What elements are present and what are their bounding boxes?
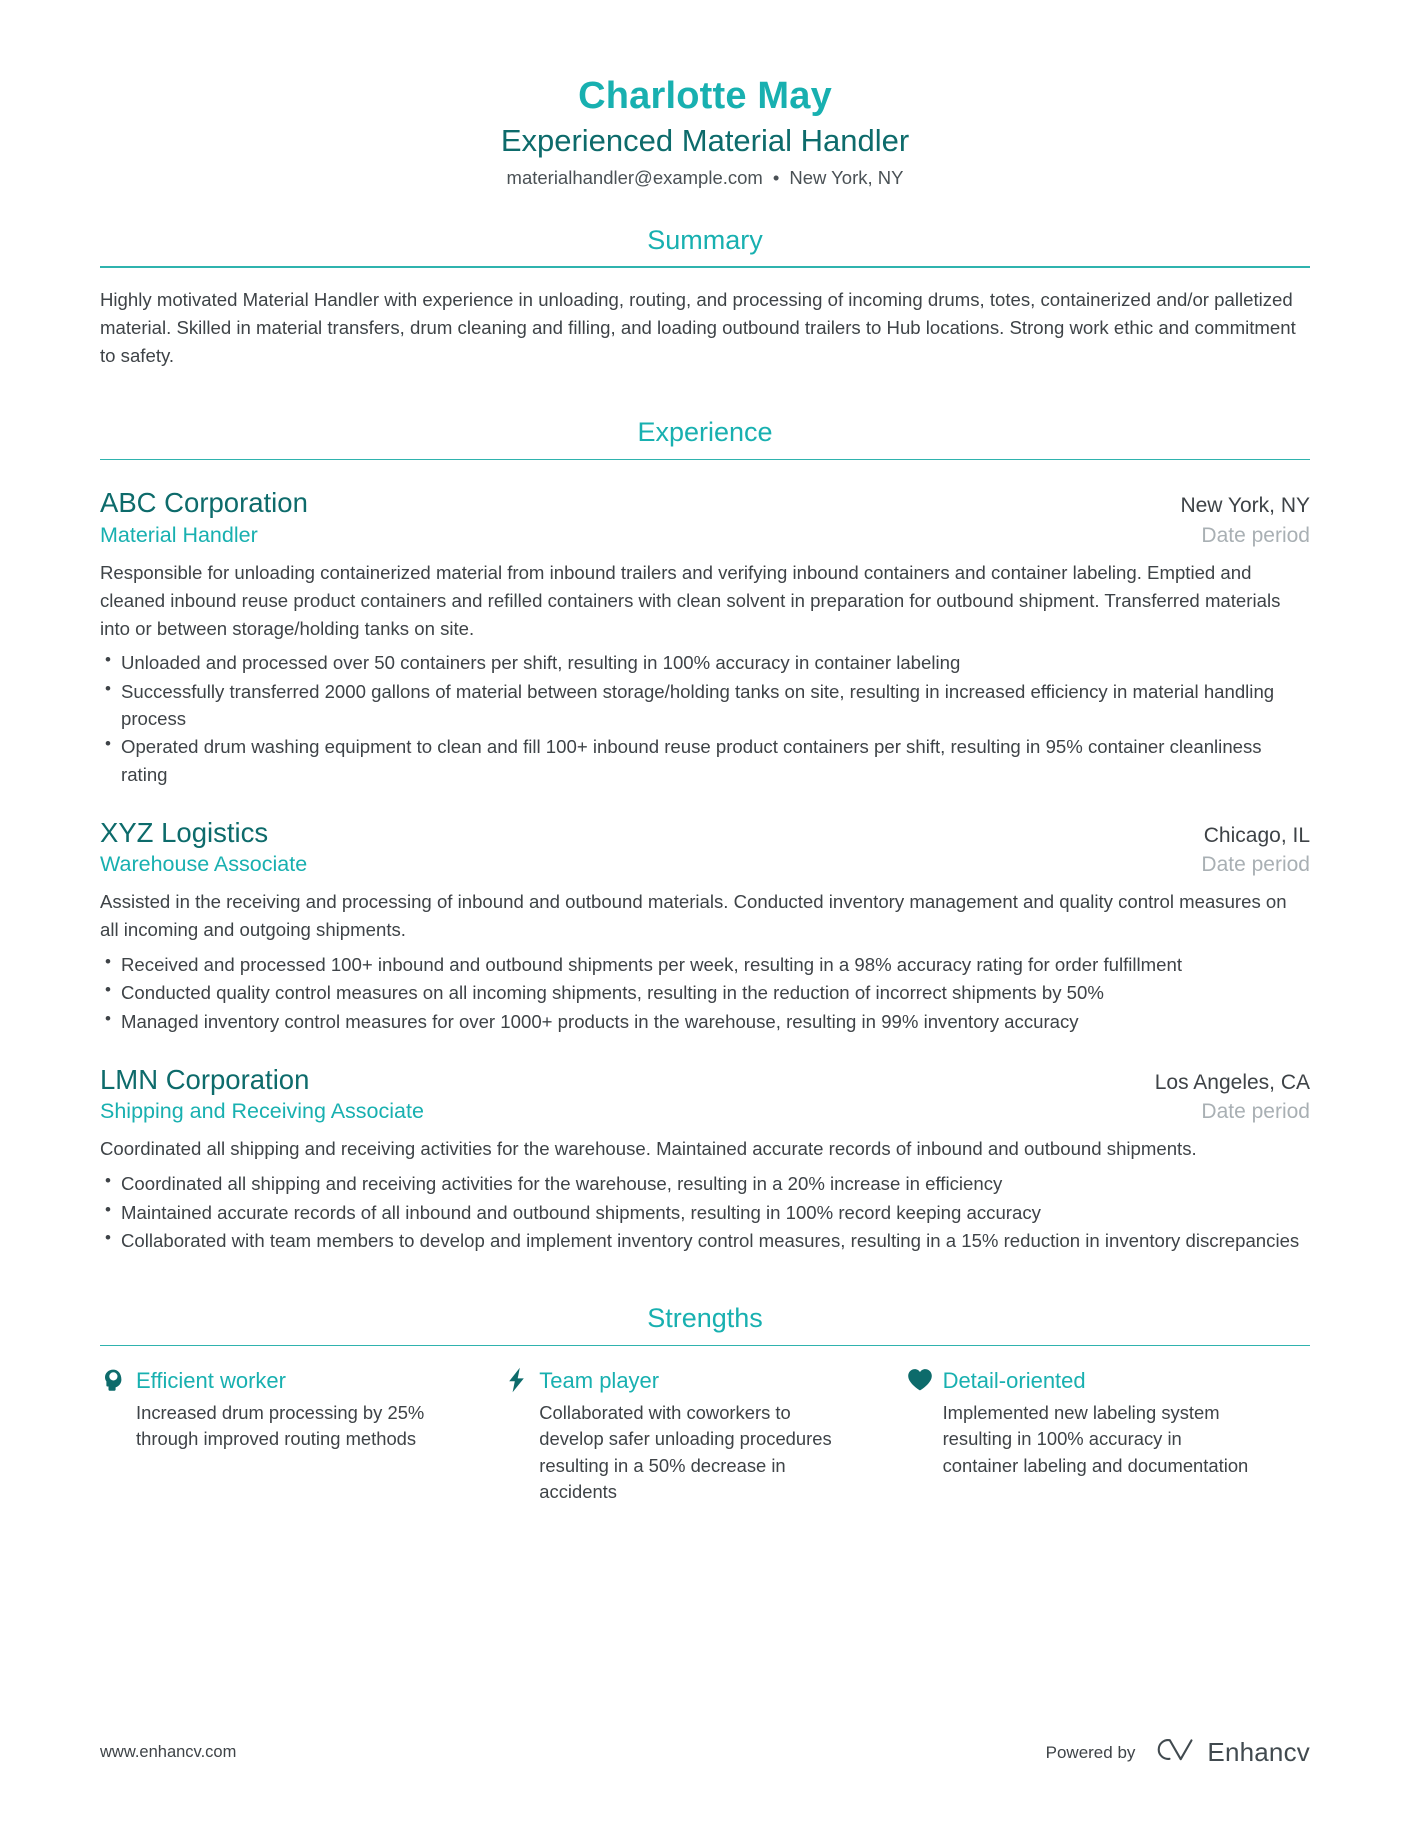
job-company: LMN Corporation (100, 1064, 310, 1096)
candidate-headline: Experienced Material Handler (500, 122, 910, 158)
job-role: Warehouse Associate (100, 852, 308, 877)
job-header-row (100, 1063, 1310, 1097)
strength-title: Efficient worker (136, 1367, 286, 1393)
summary-section (100, 224, 1310, 371)
job-description: Assisted in the receiving and processing of inbound and outbound materials. Conducted inventory management and quality control measures on all incoming and outgoing shipments. (100, 891, 1287, 941)
job-bullet-list (100, 1170, 1310, 1254)
job-company: XYZ Logistics (100, 817, 269, 849)
lightning-bolt-icon (503, 1366, 529, 1394)
job-bullet: • Received and processed 100+ inbound and outbound shipments per week, resulting in a 98% accuracy rating for order fulfillment (100, 951, 1310, 978)
strengths-divider (100, 1345, 1310, 1347)
job-bullet: • Coordinated all shipping and receiving activities for the warehouse, resulting in a 20% increase in efficiency (100, 1170, 1310, 1197)
job-role: Shipping and Receiving Associate (100, 1099, 424, 1124)
job-description: Coordinated all shipping and receiving activities for the warehouse. Maintained accurate records of inbound and outbound shipments. (100, 1138, 1197, 1160)
job-date: Date period (1201, 1100, 1310, 1124)
page-footer (100, 1737, 1310, 1768)
strength-item (100, 1366, 503, 1505)
powered-by-label: Powered by (1045, 1742, 1136, 1762)
strength-header (503, 1366, 850, 1394)
job-location: New York, NY (1180, 494, 1310, 518)
job-description: Responsible for unloading containerized material from inbound trailers and verifying inbound containers and container labeling. Emptied and cleaned inbound reuse product containers and refilled containers with clean solvent in preparation for outbound shipment. Transferred materials into or between storage/holding tanks on site. (100, 561, 1281, 639)
job-role-row (100, 522, 1310, 550)
job-bullet: • Unloaded and processed over 50 containers per shift, resulting in 100% accuracy in container labeling (100, 649, 1310, 676)
enhancv-wordmark: Enhancv (1207, 1737, 1310, 1767)
contact-location: New York, NY (789, 166, 904, 188)
strengths-section-title: Strengths (647, 1303, 763, 1334)
strength-item (907, 1366, 1310, 1505)
strength-header (100, 1366, 447, 1394)
experience-divider (100, 459, 1310, 461)
head-idea-icon (100, 1366, 126, 1394)
job-role-row (100, 1098, 1310, 1126)
job-bullet: • Maintained accurate records of all inbound and outbound shipments, resulting in 100% record keeping accuracy (100, 1199, 1310, 1226)
job-bullet: • Managed inventory control measures for over 1000+ products in the warehouse, resulting in 99% inventory accuracy (100, 1008, 1310, 1035)
enhancv-brand (1152, 1737, 1310, 1768)
job-role: Material Handler (100, 522, 258, 547)
strength-item (503, 1366, 906, 1505)
strength-title: Team player (539, 1367, 660, 1393)
job-header-row (100, 486, 1310, 520)
job-date: Date period (1201, 523, 1310, 547)
contact-line (100, 166, 1310, 190)
job-bullet-list (100, 649, 1310, 788)
job-location: Los Angeles, CA (1154, 1071, 1310, 1095)
job-date: Date period (1201, 853, 1310, 877)
experience-section-title: Experience (637, 417, 773, 448)
candidate-name: Charlotte May (578, 75, 832, 117)
strength-header (907, 1366, 1254, 1394)
experience-item (100, 816, 1310, 1035)
strength-description: Collaborated with coworkers to develop safer unloading procedures resulting in a 50% decrease in accidents (539, 1402, 832, 1502)
resume-header (100, 0, 1310, 190)
strengths-grid (100, 1366, 1310, 1505)
summary-divider (100, 266, 1310, 268)
job-bullet-list (100, 951, 1310, 1035)
strengths-section (100, 1302, 1310, 1504)
strength-description: Increased drum processing by 25% through improved routing methods (136, 1402, 425, 1450)
strength-title: Detail-oriented (942, 1367, 1086, 1393)
heart-icon (907, 1366, 933, 1394)
strength-description: Implemented new labeling system resulting in 100% accuracy in container labeling and documentation (942, 1402, 1249, 1476)
job-header-row (100, 816, 1310, 850)
job-bullet: • Successfully transferred 2000 gallons of material between storage/holding tanks on site, resulting in increased efficiency in material handling process (100, 678, 1310, 733)
job-role-row (100, 851, 1310, 879)
summary-text: Highly motivated Material Handler with experience in unloading, routing, and processing of incoming drums, totes, containerized and/or palletized material. Skilled in material transfers, drum cleaning and filling, and loading outbound trailers to Hub locations. Strong work ethic and commitment to safety. (100, 288, 1296, 367)
summary-section-title: Summary (647, 224, 763, 255)
job-bullet: • Operated drum washing equipment to clean and fill 100+ inbound reuse product containers per shift, resulting in 95% container cleanliness rating (100, 733, 1310, 788)
experience-item (100, 486, 1310, 788)
experience-section (100, 416, 1310, 1254)
job-bullet: • Conducted quality control measures on all incoming shipments, resulting in the reduction of incorrect shipments by 50% (100, 979, 1310, 1006)
job-location: Chicago, IL (1203, 824, 1310, 848)
job-company: ABC Corporation (100, 487, 308, 519)
contact-email: materialhandler@example.com (506, 166, 763, 188)
footer-website-url[interactable]: www.enhancv.com (100, 1743, 237, 1761)
experience-item (100, 1063, 1310, 1254)
enhancv-logo-icon (1152, 1737, 1198, 1768)
footer-branding (1046, 1737, 1310, 1768)
job-bullet: • Collaborated with team members to develop and implement inventory control measures, resulting in a 15% reduction in inventory discrepancies (100, 1227, 1310, 1254)
contact-separator: • (772, 166, 780, 188)
